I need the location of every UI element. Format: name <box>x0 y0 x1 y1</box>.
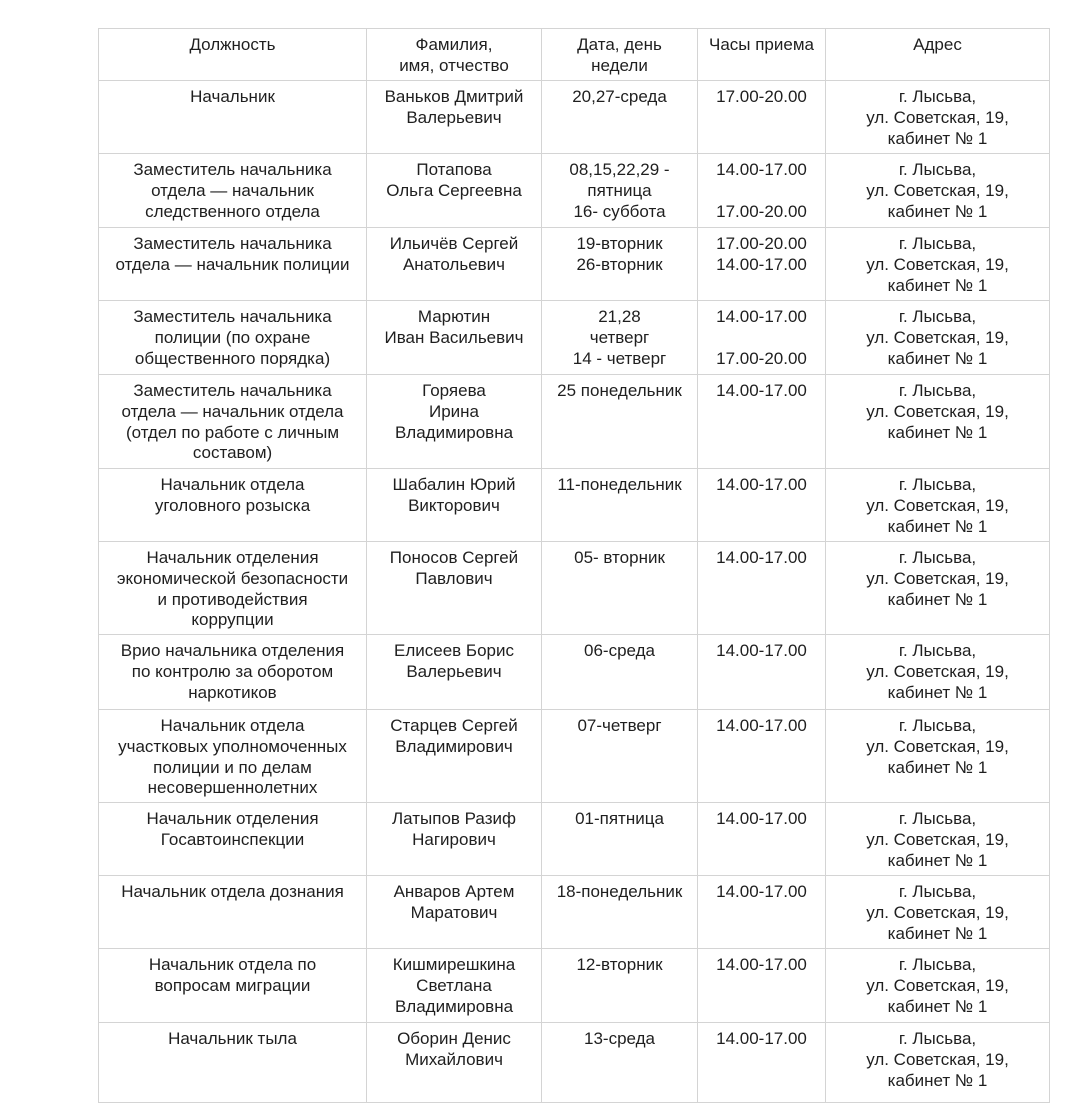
name-line: Оборин Денис <box>397 1029 511 1048</box>
address-line: ул. Советская, 19, <box>866 401 1009 421</box>
address-line: ул. Советская, 19, <box>866 902 1009 922</box>
name-line: Анатольевич <box>402 254 506 274</box>
name-line: Михайлович <box>405 1049 503 1069</box>
position-line: Начальник отдела <box>160 475 305 494</box>
name-line: Кишмирешкина <box>392 955 516 974</box>
cell-position <box>99 876 367 949</box>
date-line: 11-понедельник <box>557 475 682 494</box>
cell-position <box>99 803 367 876</box>
position-line: Врио начальника отделения <box>120 641 345 660</box>
hours-line: 14.00-17.00 <box>716 882 807 901</box>
reception-schedule <box>98 28 1049 1103</box>
address-line: г. Лысьва, <box>898 548 977 567</box>
position-line: несовершеннолетних <box>147 778 318 798</box>
name-line: Горяева <box>422 381 486 400</box>
position-line: Заместитель начальника <box>133 307 332 326</box>
header-address: Адрес <box>826 29 1050 81</box>
cell-name <box>367 301 542 375</box>
name-line: Анваров Артем <box>393 882 515 901</box>
hours-line: 17.00-20.00 <box>716 87 807 106</box>
cell-date <box>542 301 698 375</box>
position-line: отдела — начальник отдела <box>121 401 344 421</box>
position-line: общественного порядка) <box>134 348 331 368</box>
cell-hours <box>698 375 826 469</box>
cell-position <box>99 710 367 803</box>
position-line: Начальник отделения <box>146 809 319 828</box>
address-line: г. Лысьва, <box>898 234 977 253</box>
address-line: кабинет № 1 <box>887 996 988 1016</box>
cell-address <box>826 469 1050 542</box>
position-line: Заместитель начальника <box>133 381 332 400</box>
cell-name <box>367 1023 542 1103</box>
position-line: Начальник тыла <box>168 1029 297 1048</box>
header-position: Должность <box>99 29 367 81</box>
cell-name <box>367 228 542 301</box>
header-name: Фамилия, имя, отчество <box>367 29 542 81</box>
cell-date <box>542 154 698 228</box>
hours-line: 14.00-17.00 <box>716 254 807 274</box>
address-line: г. Лысьва, <box>898 87 977 106</box>
address-line: г. Лысьва, <box>898 160 977 179</box>
name-line: Потапова <box>416 160 492 179</box>
position-line: по контролю за оборотом <box>131 661 334 681</box>
address-line: кабинет № 1 <box>887 201 988 221</box>
cell-date <box>542 542 698 635</box>
address-line: г. Лысьва, <box>898 809 977 828</box>
date-line: 13-среда <box>584 1029 655 1048</box>
date-line: 21,28 <box>598 307 641 326</box>
address-line: г. Лысьва, <box>898 641 977 660</box>
position-line: экономической безопасности <box>116 568 349 588</box>
position-line: Начальник отдела <box>160 716 305 735</box>
address-line: кабинет № 1 <box>887 516 988 536</box>
table-row <box>99 1023 1050 1103</box>
hours-line: 17.00-20.00 <box>716 348 807 368</box>
date-line: 26-вторник <box>576 254 663 274</box>
cell-position <box>99 301 367 375</box>
name-line: Валерьевич <box>406 107 502 127</box>
name-line: Шабалин Юрий <box>392 475 516 494</box>
cell-address <box>826 803 1050 876</box>
cell-name <box>367 375 542 469</box>
date-line: 12-вторник <box>576 955 663 974</box>
position-line: коррупции <box>191 610 274 630</box>
cell-hours <box>698 542 826 635</box>
cell-hours <box>698 154 826 228</box>
table-row <box>99 803 1050 876</box>
name-line: Елисеев Борис <box>394 641 514 660</box>
date-line: 25 понедельник <box>557 381 682 400</box>
address-line: ул. Советская, 19, <box>866 975 1009 995</box>
cell-hours <box>698 876 826 949</box>
address-line: кабинет № 1 <box>887 757 988 777</box>
cell-date <box>542 469 698 542</box>
date-line: 08,15,22,29 - <box>569 160 670 179</box>
date-line: 16- суббота <box>573 201 666 221</box>
table-row <box>99 228 1050 301</box>
cell-date <box>542 635 698 710</box>
address-line: г. Лысьва, <box>898 381 977 400</box>
table-row <box>99 301 1050 375</box>
hours-line: 14.00-17.00 <box>716 1029 807 1048</box>
cell-name <box>367 81 542 154</box>
position-line: Заместитель начальника <box>133 160 332 179</box>
position-line: следственного отдела <box>145 201 320 221</box>
position-line: полиции (по охране <box>154 327 311 347</box>
position-line: составом) <box>192 443 273 463</box>
cell-name <box>367 803 542 876</box>
address-line: ул. Советская, 19, <box>866 107 1009 127</box>
name-line: Владимировна <box>394 996 514 1016</box>
cell-address <box>826 949 1050 1023</box>
position-line: отдела — начальник полиции <box>115 254 350 274</box>
header-date: Дата, день недели <box>542 29 698 81</box>
cell-address <box>826 635 1050 710</box>
address-line: ул. Советская, 19, <box>866 495 1009 515</box>
cell-hours <box>698 635 826 710</box>
cell-address <box>826 375 1050 469</box>
position-line: Начальник отдела по <box>148 955 317 974</box>
table-row <box>99 81 1050 154</box>
address-line: кабинет № 1 <box>887 1070 988 1090</box>
hours-line: 17.00-20.00 <box>716 201 807 221</box>
address-line: ул. Советская, 19, <box>866 661 1009 681</box>
table-row <box>99 710 1050 803</box>
name-line: Владимировна <box>394 422 514 442</box>
cell-address <box>826 301 1050 375</box>
date-line: четверг <box>589 327 650 347</box>
hours-line <box>702 328 821 349</box>
date-line: 01-пятница <box>575 809 664 828</box>
cell-name <box>367 542 542 635</box>
address-line: кабинет № 1 <box>887 682 988 702</box>
hours-line: 14.00-17.00 <box>716 641 807 660</box>
address-line: г. Лысьва, <box>898 475 977 494</box>
position-line: Начальник отделения <box>146 548 319 567</box>
name-line: Павлович <box>415 568 493 588</box>
cell-date <box>542 1023 698 1103</box>
cell-position <box>99 154 367 228</box>
address-line: ул. Советская, 19, <box>866 254 1009 274</box>
address-line: ул. Советская, 19, <box>866 327 1009 347</box>
cell-hours <box>698 301 826 375</box>
address-line: кабинет № 1 <box>887 422 988 442</box>
table-header-row <box>99 29 1050 81</box>
name-line: Латыпов Разиф <box>392 809 516 828</box>
reception-schedule-table <box>98 28 1050 1103</box>
hours-line: 14.00-17.00 <box>716 307 807 326</box>
cell-position <box>99 228 367 301</box>
hours-line: 14.00-17.00 <box>716 160 807 179</box>
name-line: Ильичёв Сергей <box>389 234 519 253</box>
cell-address <box>826 1023 1050 1103</box>
cell-position <box>99 375 367 469</box>
cell-hours <box>698 469 826 542</box>
date-line: 20,27-среда <box>572 87 667 106</box>
cell-position <box>99 542 367 635</box>
cell-hours <box>698 1023 826 1103</box>
hours-line: 14.00-17.00 <box>716 809 807 828</box>
cell-date <box>542 803 698 876</box>
date-line: пятница <box>587 180 652 200</box>
cell-position <box>99 469 367 542</box>
name-line: Ольга Сергеевна <box>386 180 522 200</box>
address-line: г. Лысьва, <box>898 882 977 901</box>
hours-line: 14.00-17.00 <box>716 381 807 400</box>
cell-date <box>542 375 698 469</box>
position-line: Начальник <box>190 87 275 106</box>
address-line: г. Лысьва, <box>898 307 977 326</box>
address-line: кабинет № 1 <box>887 850 988 870</box>
position-line: Начальник отдела дознания <box>121 882 344 901</box>
cell-date <box>542 710 698 803</box>
address-line: ул. Советская, 19, <box>866 736 1009 756</box>
position-line: Госавтоинспекции <box>160 829 305 849</box>
hours-line: 14.00-17.00 <box>716 548 807 567</box>
table-row <box>99 154 1050 228</box>
position-line: вопросам миграции <box>154 975 311 995</box>
cell-name <box>367 876 542 949</box>
position-line: Заместитель начальника <box>133 234 332 253</box>
date-line: 07-четверг <box>577 716 662 735</box>
position-line: полиции и по делам <box>153 757 312 777</box>
address-line: ул. Советская, 19, <box>866 1049 1009 1069</box>
header-hours: Часы приема <box>698 29 826 81</box>
name-line: Викторович <box>408 495 500 515</box>
cell-hours <box>698 228 826 301</box>
table-row <box>99 469 1050 542</box>
cell-hours <box>698 949 826 1023</box>
name-line: Старцев Сергей <box>390 716 518 735</box>
table-row <box>99 542 1050 635</box>
date-line: 14 - четверг <box>572 348 667 368</box>
address-line: г. Лысьва, <box>898 955 977 974</box>
cell-name <box>367 635 542 710</box>
name-line: Нагирович <box>412 829 496 849</box>
name-line: Поносов Сергей <box>389 548 519 567</box>
address-line: кабинет № 1 <box>887 348 988 368</box>
table-row <box>99 375 1050 469</box>
address-line: г. Лысьва, <box>898 1029 977 1048</box>
hours-line <box>702 181 821 202</box>
cell-address <box>826 228 1050 301</box>
address-line: кабинет № 1 <box>887 923 988 943</box>
position-line: уголовного розыска <box>154 495 311 515</box>
position-line: наркотиков <box>188 682 277 702</box>
table-row <box>99 949 1050 1023</box>
table-row <box>99 635 1050 710</box>
name-line: Владимирович <box>395 736 513 756</box>
address-line: ул. Советская, 19, <box>866 180 1009 200</box>
cell-hours <box>698 803 826 876</box>
position-line: участковых уполномоченных <box>118 736 347 756</box>
date-line: 19-вторник <box>576 234 663 253</box>
cell-position <box>99 635 367 710</box>
name-line: Светлана <box>416 975 492 995</box>
position-line: отдела — начальник <box>151 180 314 200</box>
name-line: Иван Васильевич <box>384 327 524 347</box>
cell-name <box>367 949 542 1023</box>
cell-address <box>826 710 1050 803</box>
cell-name <box>367 469 542 542</box>
address-line: ул. Советская, 19, <box>866 568 1009 588</box>
cell-position <box>99 1023 367 1103</box>
name-line: Марютин <box>417 307 491 326</box>
cell-position <box>99 81 367 154</box>
cell-position <box>99 949 367 1023</box>
cell-date <box>542 228 698 301</box>
address-line: ул. Советская, 19, <box>866 829 1009 849</box>
cell-date <box>542 949 698 1023</box>
cell-hours <box>698 81 826 154</box>
table-row <box>99 876 1050 949</box>
address-line: кабинет № 1 <box>887 589 988 609</box>
name-line: Маратович <box>410 902 498 922</box>
table-body <box>99 81 1050 1103</box>
hours-line: 14.00-17.00 <box>716 716 807 735</box>
cell-address <box>826 876 1050 949</box>
cell-name <box>367 710 542 803</box>
cell-address <box>826 81 1050 154</box>
cell-address <box>826 542 1050 635</box>
name-line: Валерьевич <box>406 661 502 681</box>
position-line: и противодействия <box>157 589 308 609</box>
address-line: г. Лысьва, <box>898 716 977 735</box>
position-line: (отдел по работе с личным <box>125 422 340 442</box>
name-line: Ирина <box>428 401 479 421</box>
cell-date <box>542 876 698 949</box>
date-line: 05- вторник <box>574 548 665 567</box>
cell-hours <box>698 710 826 803</box>
hours-line: 17.00-20.00 <box>716 234 807 253</box>
hours-line: 14.00-17.00 <box>716 475 807 494</box>
date-line: 18-понедельник <box>556 882 683 901</box>
name-line: Ваньков Дмитрий <box>384 87 524 106</box>
address-line: кабинет № 1 <box>887 275 988 295</box>
address-line: кабинет № 1 <box>887 128 988 148</box>
cell-date <box>542 81 698 154</box>
date-line: 06-среда <box>584 641 655 660</box>
cell-name <box>367 154 542 228</box>
hours-line: 14.00-17.00 <box>716 955 807 974</box>
cell-address <box>826 154 1050 228</box>
